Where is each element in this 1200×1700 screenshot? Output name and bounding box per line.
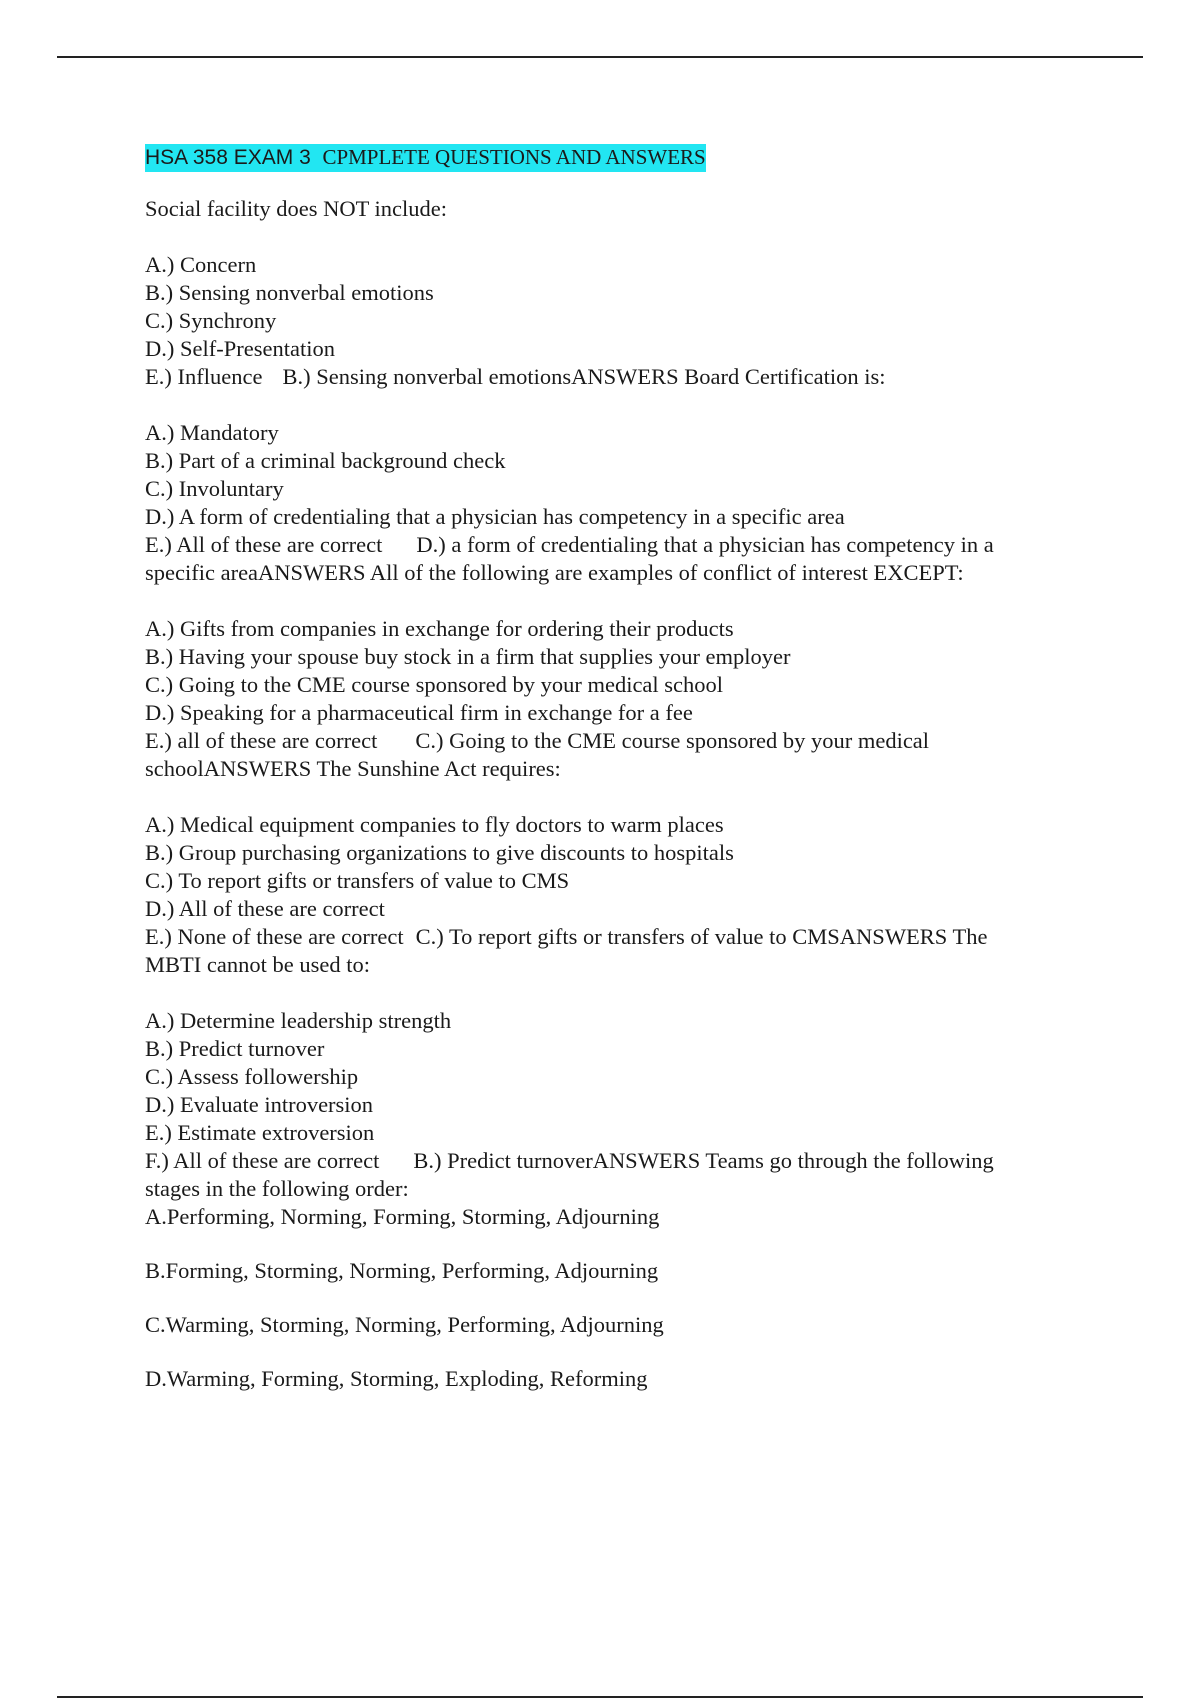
title-serif-part: CPMPLETE QUESTIONS AND ANSWERS (322, 145, 706, 169)
q2-option-b: B.) Part of a criminal background check (145, 448, 506, 473)
q2-answer: D.) a form of credentialing that a physician has competency in a (416, 532, 994, 557)
q5-option-f: F.) All of these are correct (145, 1148, 380, 1173)
q6-option-b: B.Forming, Storming, Norming, Performing, Adjourning (145, 1258, 659, 1283)
q1-answer: B.) Sensing nonverbal emotionsANSWERS Board Certification is: (282, 364, 886, 389)
q6-option-d: D.Warming, Forming, Storming, Exploding, Reforming (145, 1366, 648, 1391)
q1-option-e-line (145, 363, 1075, 391)
q1-option-c: C.) Synchrony (145, 308, 277, 333)
q3-option-c: C.) Going to the CME course sponsored by your medical school (145, 672, 724, 697)
spacer (145, 391, 1075, 419)
q5-option-e: E.) Estimate extroversion (145, 1120, 375, 1145)
q2-option-a: A.) Mandatory (145, 420, 279, 445)
q5-option-d: D.) Evaluate introversion (145, 1092, 374, 1117)
q6-option-a: A.Performing, Norming, Forming, Storming, Adjourning (145, 1204, 660, 1229)
title-sans-part: HSA 358 EXAM 3 (145, 146, 311, 169)
question-1: Social facility does NOT include: (145, 196, 448, 221)
spacer (145, 979, 1075, 1007)
q1-option-a: A.) Concern (145, 252, 257, 277)
document-body (145, 143, 1075, 1393)
spacer (145, 1231, 1075, 1257)
q4-option-a: A.) Medical equipment companies to fly doctors to warm places (145, 812, 724, 837)
q5-answer: B.) Predict turnoverANSWERS Teams go through the following (413, 1148, 994, 1173)
q3-answer: C.) Going to the CME course sponsored by your medical (415, 728, 930, 753)
spacer (145, 223, 1075, 251)
header-rule (57, 56, 1143, 58)
q5-option-c: C.) Assess followership (145, 1064, 359, 1089)
q1-option-d: D.) Self-Presentation (145, 336, 335, 361)
q4-option-c: C.) To report gifts or transfers of value to CMS (145, 868, 570, 893)
document-title (145, 144, 706, 172)
q5-option-b: B.) Predict turnover (145, 1036, 325, 1061)
q3-option-e-line (145, 727, 1075, 755)
q4-option-e-line (145, 923, 1075, 951)
q5-option-f-line (145, 1147, 1075, 1175)
q4-answer: C.) To report gifts or transfers of value to CMSANSWERS The (415, 924, 988, 949)
q1-option-e: E.) Influence (145, 364, 263, 389)
q3-option-e: E.) all of these are correct (145, 728, 378, 753)
q5-option-a: A.) Determine leadership strength (145, 1008, 452, 1033)
spacer (145, 1339, 1075, 1365)
q3-answer-cont: schoolANSWERS The Sunshine Act requires: (145, 756, 561, 781)
q4-option-d: D.) All of these are correct (145, 896, 385, 921)
title-line (145, 143, 1075, 173)
q2-option-e-line (145, 531, 1075, 559)
q4-option-e: E.) None of these are correct (145, 924, 404, 949)
q2-answer-cont: specific areaANSWERS All of the following are examples of conflict of interest EXCEPT: (145, 560, 964, 585)
q2-option-c: C.) Involuntary (145, 476, 284, 501)
q3-option-d: D.) Speaking for a pharmaceutical firm in exchange for a fee (145, 700, 693, 725)
q4-answer-cont: MBTI cannot be used to: (145, 952, 370, 977)
q3-option-a: A.) Gifts from companies in exchange for ordering their products (145, 616, 734, 641)
q6-option-c: C.Warming, Storming, Norming, Performing, Adjourning (145, 1312, 664, 1337)
footer-rule (57, 1696, 1143, 1698)
q2-option-e: E.) All of these are correct (145, 532, 383, 557)
spacer (145, 1285, 1075, 1311)
spacer (145, 587, 1075, 615)
q4-option-b: B.) Group purchasing organizations to give discounts to hospitals (145, 840, 734, 865)
q5-answer-cont: stages in the following order: (145, 1176, 409, 1201)
q3-option-b: B.) Having your spouse buy stock in a firm that supplies your employer (145, 644, 791, 669)
q2-option-d: D.) A form of credentialing that a physician has competency in a specific area (145, 504, 845, 529)
q1-option-b: B.) Sensing nonverbal emotions (145, 280, 434, 305)
spacer (145, 783, 1075, 811)
